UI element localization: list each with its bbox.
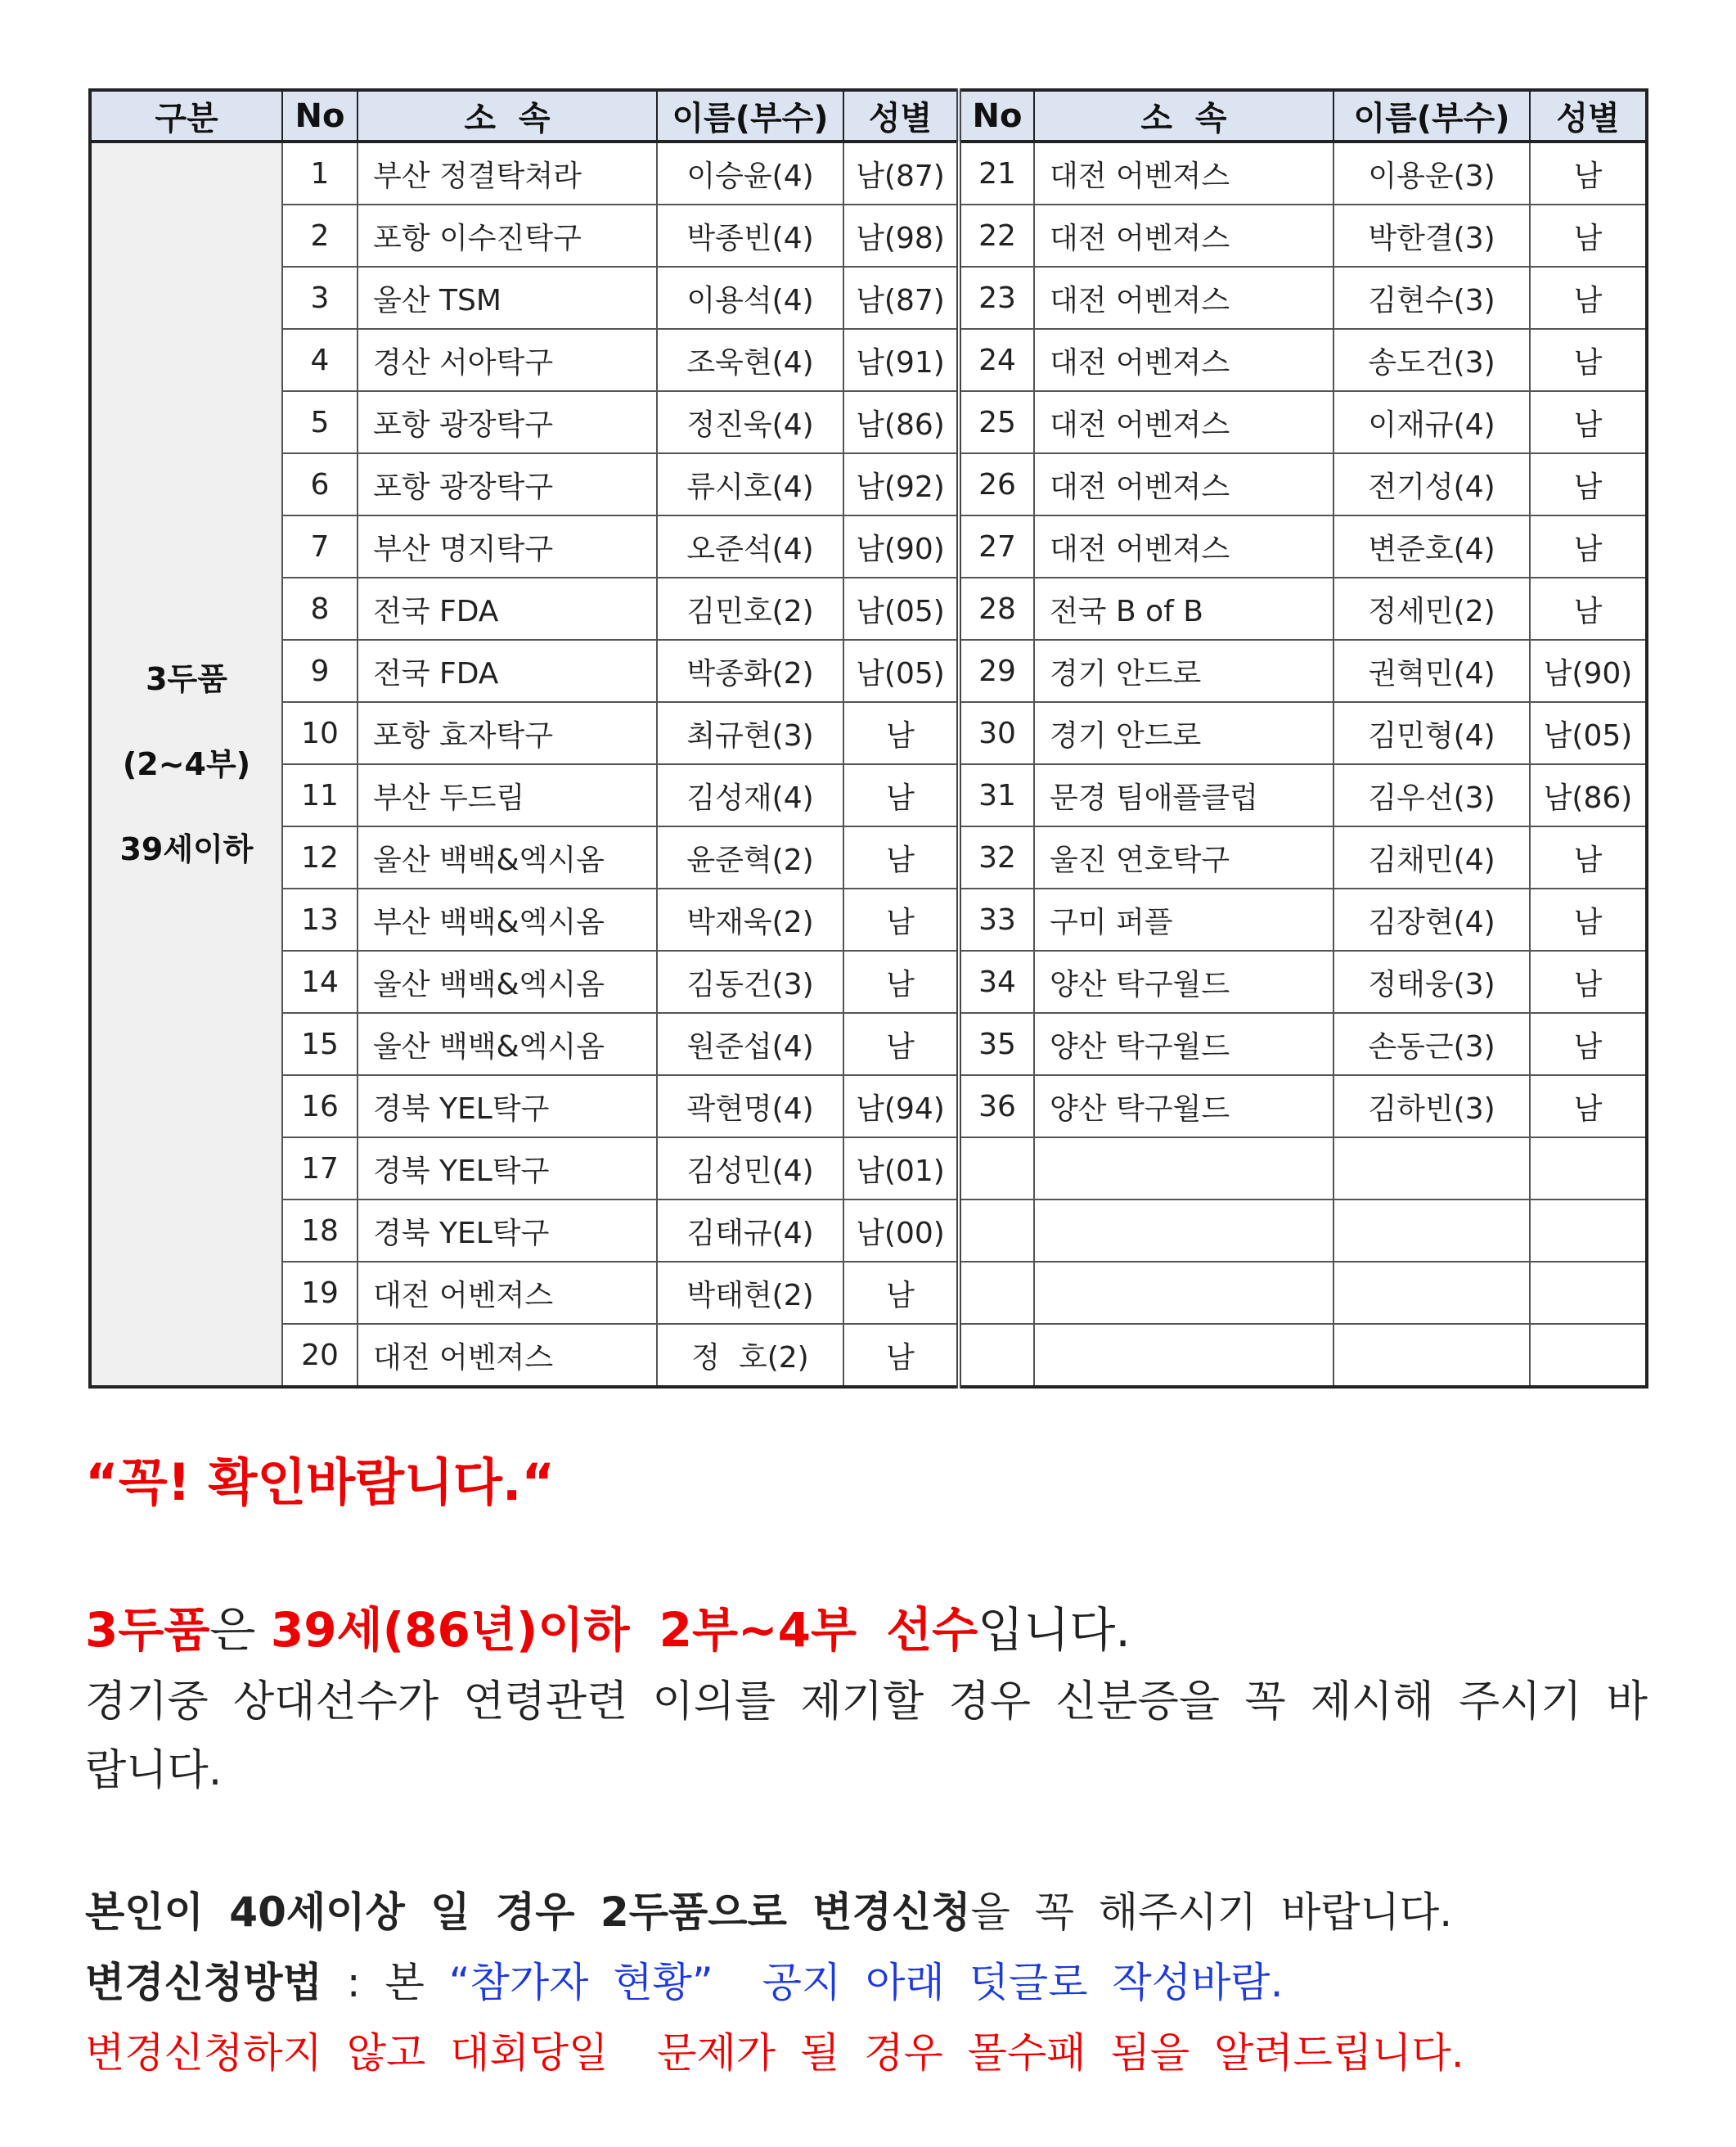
left-gender-cell: 남 bbox=[843, 951, 959, 1013]
table-row bbox=[90, 142, 1647, 205]
right-no-cell: 30 bbox=[959, 702, 1034, 764]
left-no-cell: 20 bbox=[282, 1324, 358, 1387]
right-affiliation-cell: 대전 어벤져스 bbox=[1034, 267, 1333, 329]
left-name-cell: 박태현(2) bbox=[657, 1262, 843, 1324]
change-method-sep: : 본 bbox=[322, 1959, 449, 2006]
left-gender-cell: 남(90) bbox=[843, 515, 959, 578]
left-affiliation-cell: 부산 명지탁구 bbox=[358, 515, 657, 578]
header-affiliation: 소 속 bbox=[1034, 90, 1333, 142]
left-no-cell: 7 bbox=[282, 515, 358, 578]
left-gender-cell: 남 bbox=[843, 1262, 959, 1324]
right-affiliation-cell: 문경 팀애플클럽 bbox=[1034, 764, 1333, 826]
left-affiliation-cell: 대전 어벤져스 bbox=[358, 1262, 657, 1324]
left-affiliation-cell: 경북 YEL탁구 bbox=[358, 1200, 657, 1262]
header-name: 이름(부수) bbox=[657, 90, 843, 142]
right-gender-cell: 남 bbox=[1530, 951, 1647, 1013]
header-gender: 성별 bbox=[1530, 90, 1647, 142]
left-affiliation-cell: 대전 어벤져스 bbox=[358, 1324, 657, 1387]
change-request-line bbox=[85, 1877, 1648, 1947]
right-affiliation-cell: 대전 어벤져스 bbox=[1034, 515, 1333, 578]
left-affiliation-cell: 부산 백백&엑시옴 bbox=[358, 889, 657, 951]
right-gender-cell: 남 bbox=[1530, 142, 1647, 205]
header-category: 구분 bbox=[90, 90, 282, 142]
left-affiliation-cell: 울산 백백&엑시옴 bbox=[358, 826, 657, 889]
left-gender-cell: 남(05) bbox=[843, 578, 959, 640]
left-no-cell: 6 bbox=[282, 453, 358, 515]
right-affiliation-cell: 구미 퍼플 bbox=[1034, 889, 1333, 951]
id-notice: 경기중 상대선수가 연령관련 이의를 제기할 경우 신분증을 꼭 제시해 주시기 바랍니다. bbox=[85, 1677, 1648, 1795]
header-name: 이름(부수) bbox=[1333, 90, 1530, 142]
right-name-cell: 김민형(4) bbox=[1333, 702, 1530, 764]
change-request-bold: 본인이 40세이상 일 경우 2두품으로 변경신청 bbox=[85, 1888, 971, 1936]
left-name-cell: 윤준혁(2) bbox=[657, 826, 843, 889]
right-gender-cell bbox=[1530, 1200, 1647, 1262]
left-gender-cell: 남(05) bbox=[843, 640, 959, 702]
table-row bbox=[90, 1137, 1647, 1200]
right-gender-cell bbox=[1530, 1262, 1647, 1324]
category-line: 3두품 bbox=[146, 661, 227, 697]
left-gender-cell: 남(92) bbox=[843, 453, 959, 515]
left-gender-cell: 남 bbox=[843, 889, 959, 951]
right-affiliation-cell bbox=[1034, 1200, 1333, 1262]
right-name-cell: 변준호(4) bbox=[1333, 515, 1530, 578]
right-affiliation-cell: 양산 탁구월드 bbox=[1034, 1075, 1333, 1137]
table-row bbox=[90, 267, 1647, 329]
left-no-cell: 19 bbox=[282, 1262, 358, 1324]
left-no-cell: 2 bbox=[282, 205, 358, 267]
left-no-cell: 13 bbox=[282, 889, 358, 951]
table-row bbox=[90, 515, 1647, 578]
left-name-cell: 조욱현(4) bbox=[657, 329, 843, 391]
eligibility-criteria: 39세(86년)이하 2부~4부 선수 bbox=[270, 1602, 978, 1658]
right-affiliation-cell: 양산 탁구월드 bbox=[1034, 951, 1333, 1013]
left-gender-cell: 남 bbox=[843, 826, 959, 889]
right-no-cell: 35 bbox=[959, 1013, 1034, 1075]
right-gender-cell: 남(05) bbox=[1530, 702, 1647, 764]
left-affiliation-cell: 부산 두드림 bbox=[358, 764, 657, 826]
header-no: No bbox=[959, 90, 1034, 142]
left-affiliation-cell: 포항 효자탁구 bbox=[358, 702, 657, 764]
table-row bbox=[90, 1324, 1647, 1387]
left-gender-cell: 남(98) bbox=[843, 205, 959, 267]
right-name-cell: 김하빈(3) bbox=[1333, 1075, 1530, 1137]
left-no-cell: 18 bbox=[282, 1200, 358, 1262]
right-affiliation-cell: 대전 어벤져스 bbox=[1034, 391, 1333, 453]
left-affiliation-cell: 울산 백백&엑시옴 bbox=[358, 951, 657, 1013]
table-row bbox=[90, 1200, 1647, 1262]
left-no-cell: 12 bbox=[282, 826, 358, 889]
change-method-label: 변경신청방법 bbox=[85, 1959, 322, 2006]
right-name-cell: 박한결(3) bbox=[1333, 205, 1530, 267]
right-name-cell: 김채민(4) bbox=[1333, 826, 1530, 889]
right-no-cell: 22 bbox=[959, 205, 1034, 267]
right-affiliation-cell: 경기 안드로 bbox=[1034, 640, 1333, 702]
category-line: (2~4부) bbox=[122, 746, 251, 782]
header-no: No bbox=[282, 90, 358, 142]
table-row bbox=[90, 640, 1647, 702]
left-gender-cell: 남(94) bbox=[843, 1075, 959, 1137]
grade-label: 3두품 bbox=[85, 1602, 210, 1658]
right-no-cell bbox=[959, 1137, 1034, 1200]
left-gender-cell: 남 bbox=[843, 1324, 959, 1387]
left-no-cell: 5 bbox=[282, 391, 358, 453]
left-name-cell: 최규현(3) bbox=[657, 702, 843, 764]
left-no-cell: 11 bbox=[282, 764, 358, 826]
left-name-cell: 박종화(2) bbox=[657, 640, 843, 702]
right-name-cell: 전기성(4) bbox=[1333, 453, 1530, 515]
right-no-cell: 34 bbox=[959, 951, 1034, 1013]
left-no-cell: 1 bbox=[282, 142, 358, 205]
right-no-cell: 32 bbox=[959, 826, 1034, 889]
left-affiliation-cell: 포항 광장탁구 bbox=[358, 391, 657, 453]
right-name-cell bbox=[1333, 1262, 1530, 1324]
left-name-cell: 원준섭(4) bbox=[657, 1013, 843, 1075]
left-affiliation-cell: 경산 서아탁구 bbox=[358, 329, 657, 391]
left-gender-cell: 남 bbox=[843, 764, 959, 826]
right-gender-cell: 남(90) bbox=[1530, 640, 1647, 702]
table-row bbox=[90, 1262, 1647, 1324]
table-row bbox=[90, 702, 1647, 764]
right-gender-cell: 남 bbox=[1530, 205, 1647, 267]
eligibility-ending: 입니다. bbox=[978, 1602, 1131, 1658]
left-name-cell: 곽현명(4) bbox=[657, 1075, 843, 1137]
right-gender-cell: 남 bbox=[1530, 453, 1647, 515]
category-line: 39세이하 bbox=[119, 831, 254, 867]
left-gender-cell: 남(01) bbox=[843, 1137, 959, 1200]
table-row bbox=[90, 764, 1647, 826]
right-affiliation-cell bbox=[1034, 1262, 1333, 1324]
left-name-cell: 박재욱(2) bbox=[657, 889, 843, 951]
right-gender-cell: 남 bbox=[1530, 578, 1647, 640]
right-no-cell: 25 bbox=[959, 391, 1034, 453]
eligibility-particle: 은 bbox=[209, 1602, 271, 1658]
right-no-cell: 28 bbox=[959, 578, 1034, 640]
left-no-cell: 9 bbox=[282, 640, 358, 702]
left-gender-cell: 남(91) bbox=[843, 329, 959, 391]
right-gender-cell bbox=[1530, 1324, 1647, 1387]
roster-table bbox=[88, 88, 1648, 1389]
right-gender-cell: 남 bbox=[1530, 329, 1647, 391]
right-affiliation-cell: 대전 어벤져스 bbox=[1034, 142, 1333, 205]
right-no-cell: 27 bbox=[959, 515, 1034, 578]
left-no-cell: 15 bbox=[282, 1013, 358, 1075]
table-row bbox=[90, 889, 1647, 951]
right-gender-cell: 남 bbox=[1530, 1013, 1647, 1075]
right-no-cell: 24 bbox=[959, 329, 1034, 391]
right-gender-cell: 남 bbox=[1530, 515, 1647, 578]
right-affiliation-cell: 대전 어벤져스 bbox=[1034, 205, 1333, 267]
left-name-cell: 김동건(3) bbox=[657, 951, 843, 1013]
left-affiliation-cell: 포항 광장탁구 bbox=[358, 453, 657, 515]
right-name-cell: 김우선(3) bbox=[1333, 764, 1530, 826]
right-no-cell: 36 bbox=[959, 1075, 1034, 1137]
header-affiliation: 소 속 bbox=[358, 90, 657, 142]
left-no-cell: 14 bbox=[282, 951, 358, 1013]
change-method-line bbox=[85, 1947, 1648, 2018]
right-name-cell bbox=[1333, 1137, 1530, 1200]
left-name-cell: 오준석(4) bbox=[657, 515, 843, 578]
right-name-cell: 정태웅(3) bbox=[1333, 951, 1530, 1013]
left-name-cell: 이용석(4) bbox=[657, 267, 843, 329]
right-no-cell bbox=[959, 1200, 1034, 1262]
change-request-rest: 을 꼭 해주시기 바랍니다. bbox=[970, 1888, 1453, 1936]
left-affiliation-cell: 울산 백백&엑시옴 bbox=[358, 1013, 657, 1075]
left-name-cell: 김민호(2) bbox=[657, 578, 843, 640]
table-row bbox=[90, 1075, 1647, 1137]
right-gender-cell: 남 bbox=[1530, 889, 1647, 951]
right-name-cell: 권혁민(4) bbox=[1333, 640, 1530, 702]
left-gender-cell: 남(87) bbox=[843, 267, 959, 329]
right-affiliation-cell: 울진 연호탁구 bbox=[1034, 826, 1333, 889]
left-name-cell: 정진욱(4) bbox=[657, 391, 843, 453]
left-affiliation-cell: 전국 FDA bbox=[358, 578, 657, 640]
right-gender-cell: 남 bbox=[1530, 391, 1647, 453]
left-name-cell: 정 호(2) bbox=[657, 1324, 843, 1387]
right-no-cell: 21 bbox=[959, 142, 1034, 205]
right-no-cell: 33 bbox=[959, 889, 1034, 951]
left-affiliation-cell: 경북 YEL탁구 bbox=[358, 1137, 657, 1200]
right-no-cell: 23 bbox=[959, 267, 1034, 329]
right-affiliation-cell: 대전 어벤져스 bbox=[1034, 329, 1333, 391]
right-no-cell bbox=[959, 1262, 1034, 1324]
category-cell bbox=[90, 142, 282, 1387]
left-gender-cell: 남 bbox=[843, 1013, 959, 1075]
header-row bbox=[90, 90, 1647, 142]
left-affiliation-cell: 울산 TSM bbox=[358, 267, 657, 329]
forfeit-warning: 변경신청하지 않고 대회당일 문제가 될 경우 몰수패 됨을 알려드립니다. bbox=[85, 2029, 1464, 2077]
right-name-cell bbox=[1333, 1200, 1530, 1262]
change-method-detail: “참가자 현황” 공지 아래 덧글로 작성바람. bbox=[448, 1959, 1284, 2006]
header-gender: 성별 bbox=[843, 90, 959, 142]
right-no-cell: 26 bbox=[959, 453, 1034, 515]
right-name-cell: 김장현(4) bbox=[1333, 889, 1530, 951]
left-name-cell: 이승윤(4) bbox=[657, 142, 843, 205]
left-gender-cell: 남(00) bbox=[843, 1200, 959, 1262]
right-affiliation-cell: 경기 안드로 bbox=[1034, 702, 1333, 764]
table-row bbox=[90, 951, 1647, 1013]
right-name-cell: 김현수(3) bbox=[1333, 267, 1530, 329]
right-no-cell bbox=[959, 1324, 1034, 1387]
left-affiliation-cell: 포항 이수진탁구 bbox=[358, 205, 657, 267]
right-name-cell: 송도건(3) bbox=[1333, 329, 1530, 391]
table-row bbox=[90, 329, 1647, 391]
left-affiliation-cell: 경북 YEL탁구 bbox=[358, 1075, 657, 1137]
right-name-cell: 손동근(3) bbox=[1333, 1013, 1530, 1075]
right-name-cell: 정세민(2) bbox=[1333, 578, 1530, 640]
table-row bbox=[90, 205, 1647, 267]
left-name-cell: 김태규(4) bbox=[657, 1200, 843, 1262]
right-gender-cell: 남 bbox=[1530, 826, 1647, 889]
right-gender-cell: 남 bbox=[1530, 267, 1647, 329]
left-no-cell: 10 bbox=[282, 702, 358, 764]
right-affiliation-cell: 전국 B of B bbox=[1034, 578, 1333, 640]
table-row bbox=[90, 453, 1647, 515]
left-no-cell: 4 bbox=[282, 329, 358, 391]
left-gender-cell: 남 bbox=[843, 702, 959, 764]
left-affiliation-cell: 전국 FDA bbox=[358, 640, 657, 702]
table-row bbox=[90, 1013, 1647, 1075]
notes-section bbox=[85, 1440, 1648, 2088]
table-row bbox=[90, 578, 1647, 640]
left-name-cell: 김성재(4) bbox=[657, 764, 843, 826]
right-gender-cell: 남(86) bbox=[1530, 764, 1647, 826]
right-gender-cell bbox=[1530, 1137, 1647, 1200]
table-row bbox=[90, 391, 1647, 453]
left-name-cell: 김성민(4) bbox=[657, 1137, 843, 1200]
left-name-cell: 박종빈(4) bbox=[657, 205, 843, 267]
left-name-cell: 류시호(4) bbox=[657, 453, 843, 515]
left-no-cell: 3 bbox=[282, 267, 358, 329]
left-no-cell: 16 bbox=[282, 1075, 358, 1137]
right-affiliation-cell bbox=[1034, 1324, 1333, 1387]
left-gender-cell: 남(86) bbox=[843, 391, 959, 453]
right-name-cell: 이용운(3) bbox=[1333, 142, 1530, 205]
confirm-notice: “꼭! 확인바람니다.“ bbox=[85, 1452, 555, 1512]
right-no-cell: 29 bbox=[959, 640, 1034, 702]
right-name-cell: 이재규(4) bbox=[1333, 391, 1530, 453]
left-affiliation-cell: 부산 정결탁쳐라 bbox=[358, 142, 657, 205]
right-affiliation-cell bbox=[1034, 1137, 1333, 1200]
right-affiliation-cell: 양산 탁구월드 bbox=[1034, 1013, 1333, 1075]
left-no-cell: 17 bbox=[282, 1137, 358, 1200]
left-no-cell: 8 bbox=[282, 578, 358, 640]
right-gender-cell: 남 bbox=[1530, 1075, 1647, 1137]
right-no-cell: 31 bbox=[959, 764, 1034, 826]
left-gender-cell: 남(87) bbox=[843, 142, 959, 205]
table-row bbox=[90, 826, 1647, 889]
right-name-cell bbox=[1333, 1324, 1530, 1387]
right-affiliation-cell: 대전 어벤져스 bbox=[1034, 453, 1333, 515]
eligibility-line bbox=[85, 1597, 1648, 1663]
